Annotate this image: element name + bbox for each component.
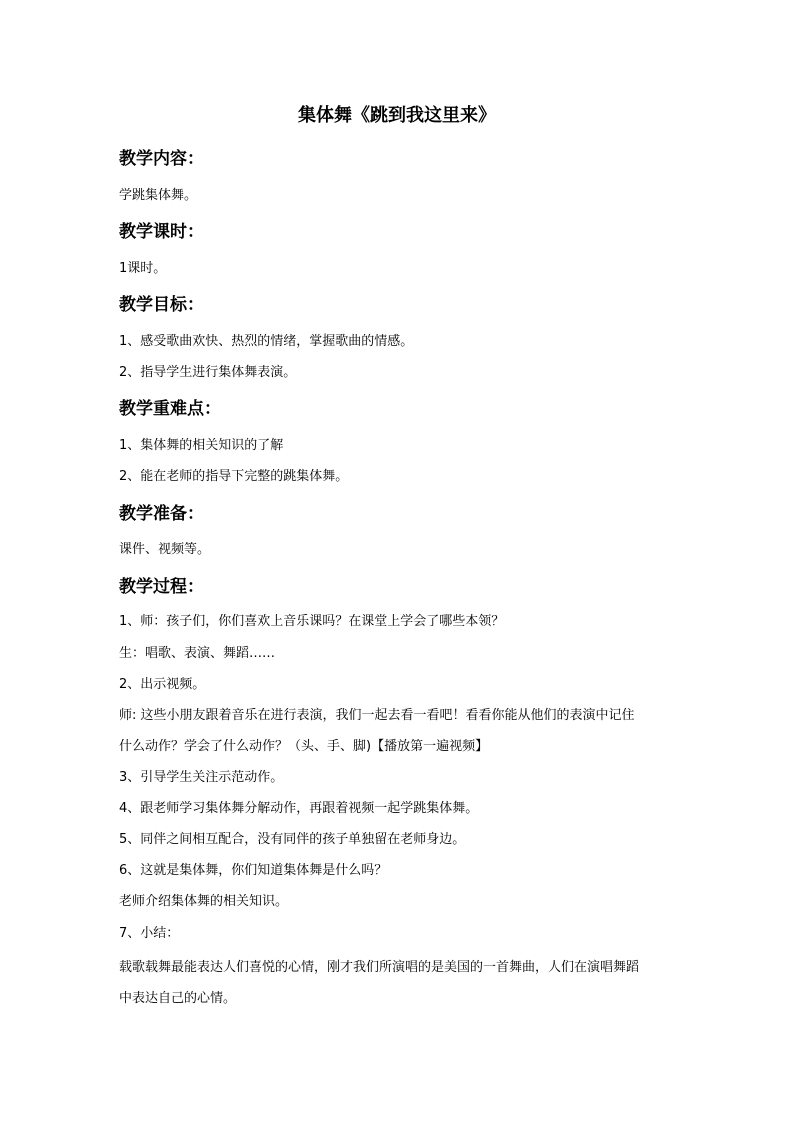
process-line: 中表达自己的心情。 [119,991,237,1006]
heading-content: 教学内容： [119,149,204,169]
key-point-item: 1、集体舞的相关知识的了解 [119,438,284,453]
process-line: 师: 这些小朋友跟着音乐在进行表演，我们一起去看一看吧！看看你能从他们的表演中记住 [119,708,635,723]
process-line: 老师介绍集体舞的相关知识。 [119,894,289,909]
process-line: 3、引导学生关注示范动作。 [119,770,284,785]
heading-preparation: 教学准备： [119,504,204,524]
process-line: 载歌载舞最能表达人们喜悦的心情，刚才我们所演唱的是美国的一首舞曲，人们在演唱舞蹈 [119,960,640,975]
process-line: 5、同伴之间相互配合，没有同伴的孩子单独留在老师身边。 [119,832,466,847]
goal-item: 1、感受歌曲欢快、热烈的情绪，掌握歌曲的情感。 [119,334,414,349]
process-line: 4、跟老师学习集体舞分解动作，再跟着视频一起学跳集体舞。 [119,801,479,816]
process-line: 6、这就是集体舞，你们知道集体舞是什么吗？ [119,863,388,878]
heading-goals: 教学目标： [119,295,204,315]
document-title: 集体舞《跳到我这里来》 [298,105,496,126]
goal-item: 2、指导学生进行集体舞表演。 [119,365,297,380]
process-line: 7、小结： [119,926,180,941]
heading-key-points: 教学重难点： [119,399,221,419]
process-line: 2、出示视频。 [119,677,206,692]
hours-text: 1课时。 [119,261,167,276]
process-line: 1、师：孩子们，你们喜欢上音乐课吗？在课堂上学会了哪些本领？ [119,614,505,629]
process-line: 生：唱歌、表演、舞蹈…… [119,646,276,661]
key-point-item: 2、能在老师的指导下完整的跳集体舞。 [119,469,349,484]
heading-hours: 教学课时： [119,222,204,242]
content-text: 学跳集体舞。 [119,188,198,203]
process-line: 什么动作？学会了什么动作？（头、手、脚)【播放第一遍视频】 [119,739,489,754]
preparation-text: 课件、视频等。 [119,542,211,557]
heading-process: 教学过程： [119,577,204,597]
